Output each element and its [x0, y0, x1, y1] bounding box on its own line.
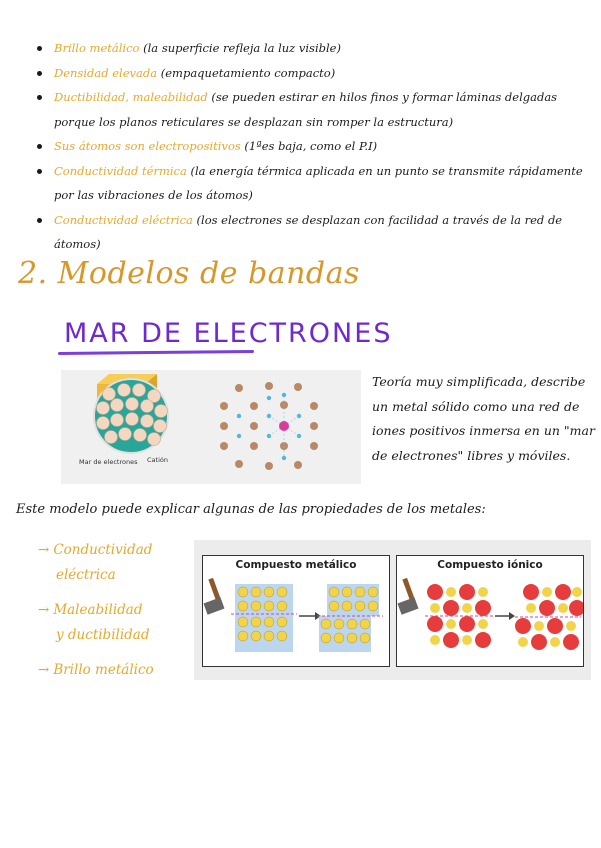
title-underline [58, 350, 254, 355]
arrow-right-icon: → [38, 542, 50, 558]
bullet-dot [37, 46, 42, 51]
figure-label-cation: Catión [147, 456, 168, 464]
property-line2: eléctrica [56, 566, 116, 583]
properties-bullet-list [34, 36, 589, 257]
property-item [38, 658, 198, 683]
property-item [38, 598, 198, 647]
ionic-fracture-diagram [397, 556, 583, 666]
metallic-deformation-diagram [203, 556, 389, 666]
figure-label-sea: Mar de electrones [79, 458, 138, 466]
arrow-right-icon: → [38, 602, 50, 618]
property-line1: Maleabilidad [53, 602, 143, 618]
bullet-item [34, 134, 589, 159]
subsection-title: MAR DE ELECTRONES [64, 318, 393, 349]
bullet-term: Densidad elevada [54, 65, 158, 80]
bullet-item [34, 61, 589, 86]
property-line2: y ductibilidad [56, 626, 150, 643]
bullet-term: Ductibilidad, maleabilidad [54, 90, 208, 104]
panel-title-ionic: Compuesto iónico [437, 559, 543, 571]
bullet-item [34, 159, 589, 208]
bullet-item [34, 36, 589, 61]
bullet-item [34, 85, 589, 134]
bullet-text: (los electrones se desplazan con facilidad a través de la red de átomos) [54, 212, 563, 251]
property-line1: Brillo metálico [53, 662, 154, 678]
bullet-text: (se pueden estirar en hilos finos y formar láminas delgadas porque los planos reticulares se desplazan sin romper la estructura) [54, 90, 558, 129]
bullet-text: (1ªes baja, como el P.I) [240, 139, 378, 153]
bullet-dot [37, 144, 42, 149]
panel-title-metallic: Compuesto metálico [235, 559, 357, 571]
bullet-dot [37, 169, 42, 174]
bullet-term: Conductividad eléctrica [54, 212, 193, 227]
electron-sea-figure [61, 370, 361, 484]
theory-description: Teoría muy simplificada, describe un metal sólido como una red de iones positivos inmersa en un "mar de electrones" libres y móviles. [372, 374, 595, 463]
bullet-text: (empaquetamiento compacto) [157, 65, 336, 80]
arrow-right-icon: → [38, 662, 50, 678]
bullet-text: (la energía térmica aplicada en un punto se transmite rápidamente por las vibraciones de los átomos) [54, 163, 583, 202]
metallic-compound-panel [202, 555, 390, 667]
property-line1: Conductividad [53, 542, 153, 558]
section-title: 2. Modelos de bandas [18, 256, 360, 291]
model-intro: Este modelo puede explicar algunas de las propiedades de los metales: [16, 502, 486, 517]
bullet-term: Sus átomos son electropositivos [54, 139, 241, 153]
bullet-dot [37, 71, 42, 76]
bullet-term: Conductividad térmica [54, 163, 187, 178]
bullet-text: (la superficie refleja la luz visible) [139, 41, 341, 55]
bullet-term: Brillo metálico [54, 41, 140, 55]
bullet-dot [37, 218, 42, 223]
property-item [38, 538, 198, 587]
bullet-item [34, 208, 589, 257]
electron-sea-illustration [61, 370, 361, 484]
bullet-dot [37, 95, 42, 100]
ionic-compound-panel [396, 555, 584, 667]
